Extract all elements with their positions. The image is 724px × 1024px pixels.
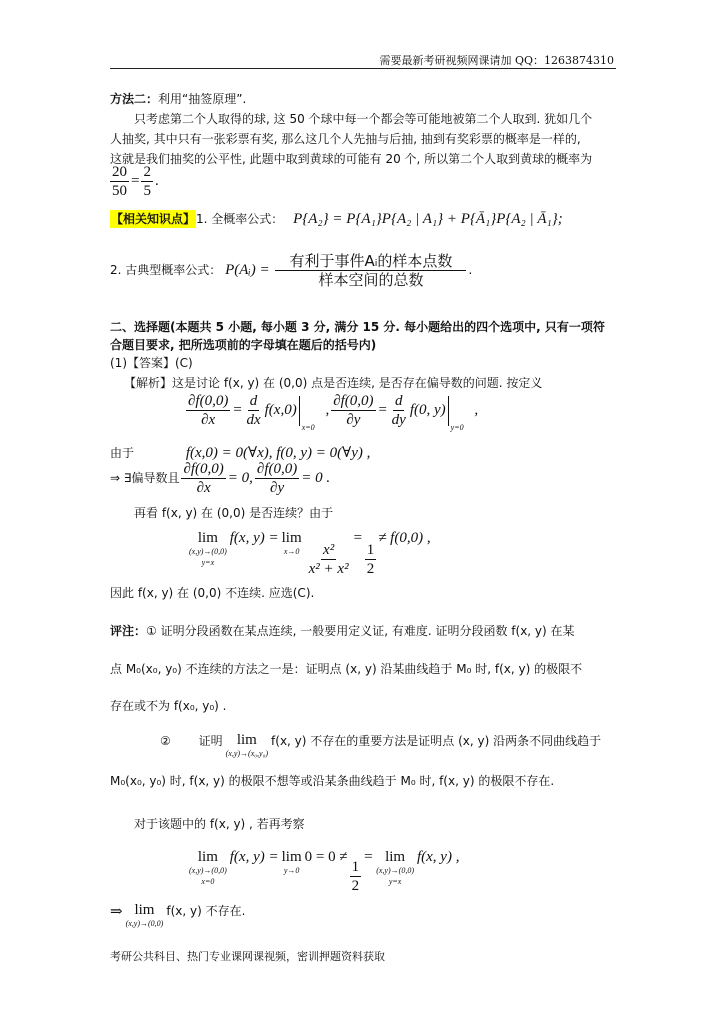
- lim-subscript: x=0: [201, 877, 215, 886]
- period: .: [468, 263, 473, 277]
- fraction-denominator: 2: [351, 878, 360, 894]
- method2-line-2: 人抽奖, 其中只有一张彩票有奖, 那么这几个人先抽与后抽, 抽到有奖彩票的概率是一样的,: [110, 132, 581, 146]
- remark-1-line-2: 点 M₀(x₀, y₀) 不连续的方法之一是：证明点 (x, y) 沿某曲线趋于 M₀ 时, f(x, y) 的极限不: [110, 662, 583, 676]
- q1-conclusion: 因此 f(x, y) 在 (0,0) 不连续. 应选(C).: [110, 586, 315, 600]
- page-footer-text: 考研公共科目、热门专业课网课视频，密训押题资料获取: [110, 950, 385, 963]
- lim-subscript: (x,y)→(0,0): [125, 919, 164, 928]
- lim-operator: lim: [197, 530, 218, 546]
- fraction-denominator: ∂y: [346, 412, 361, 428]
- fraction-numerator: ∂f(0,0): [188, 393, 229, 409]
- comma: ,: [474, 401, 479, 418]
- lim-operator: lim: [236, 732, 257, 748]
- eval-subscript: x=0: [301, 422, 315, 432]
- fraction-denominator: 50: [112, 183, 127, 199]
- eval-subscript: y=0: [450, 422, 464, 432]
- lim-subscript: y→0: [283, 866, 300, 875]
- function-expr: f(x, y) =: [229, 530, 279, 546]
- total-prob-label: 1. 全概率公式：: [196, 212, 284, 226]
- limit-along-y-eq-x: [186, 530, 431, 578]
- section2-line-1: 二、选择题(本题共 5 小题, 每小题 3 分, 满分 15 分. 每小题给出的四个选项中, 只有一项符: [110, 320, 605, 334]
- fraction-numerator: 2: [143, 164, 151, 180]
- knowledge-line-1: [110, 210, 563, 228]
- remark-label: 评注：: [110, 624, 147, 638]
- section2-line-2: 合题目要求, 把所选项前的字母填在题后的括号内): [110, 338, 377, 352]
- equals-zero: = 0,: [227, 469, 253, 486]
- function-expr: f(x,0): [264, 401, 297, 418]
- header-rule: [110, 68, 616, 69]
- since-formula: f(x,0) = 0(∀x), f(0, y) = 0(∀y) ,: [185, 445, 371, 461]
- fraction-numerator: ∂f(0,0): [333, 393, 374, 409]
- limit-comparison-formula: [186, 849, 459, 895]
- fraction-numerator: ∂f(0,0): [183, 461, 224, 477]
- method2-title-rest: 利用“抽签原理”.: [158, 92, 247, 106]
- knowledge-line-2: [110, 252, 472, 289]
- lim-subscript: x→0: [283, 547, 300, 556]
- fraction-numerator: 20: [112, 164, 127, 180]
- lim-operator: lim: [385, 849, 406, 865]
- q1-answer: (1)【答案】(C): [110, 356, 193, 370]
- final-conclusion: [110, 902, 245, 929]
- exists-line: [110, 460, 330, 497]
- method2-line-1: 只考虑第二个人取得的球, 这 50 个球中每一个都会等可能地被第二个人取到. 犹如几个: [134, 112, 593, 126]
- comma: ,: [325, 401, 330, 418]
- zero-expr: 0 = 0 ≠: [304, 849, 348, 865]
- page-header-text: 需要最新考研视频网课请加 QQ：1263874310: [379, 54, 614, 67]
- remark-2-line-2: M₀(x₀, y₀) 时, f(x, y) 的极限不想等或沿某条曲线趋于 M₀ 时, f(x, y) 的极限不存在.: [110, 774, 555, 788]
- lim-operator: lim: [281, 530, 302, 546]
- knowledge-tag: 【相关知识点】: [111, 212, 196, 226]
- exists-prefix: ⇒ ∃偏导数且: [110, 470, 180, 485]
- fraction-numerator: 1: [351, 859, 360, 875]
- since-label: 由于: [110, 446, 135, 460]
- fraction-denominator: dx: [246, 412, 261, 428]
- lim-subscript: (x,y)→(x₀,y₀): [225, 749, 269, 758]
- classical-prob-numerator: 有利于事件Aᵢ的样本点数: [275, 252, 466, 271]
- method2-title: 方法二：: [110, 92, 159, 106]
- fraction-numerator: 1: [366, 542, 375, 558]
- equals: =: [363, 849, 374, 865]
- continuity-question: 再看 f(x, y) 在 (0,0) 是否连续？由于: [134, 506, 334, 520]
- lim-operator: lim: [134, 902, 155, 918]
- lim-subscript: (x,y)→(0,0): [189, 547, 227, 556]
- remark-2-marker: ②: [160, 734, 171, 748]
- lim-subscript: y=x: [201, 558, 215, 567]
- lim-subscript: (x,y)→(0,0): [376, 866, 414, 875]
- classical-prob-label: 2. 古典型概率公式：: [110, 263, 222, 277]
- method2-heading: [110, 90, 246, 107]
- fraction-numerator: d: [394, 393, 403, 409]
- function-expr: f(0, y): [409, 401, 446, 418]
- implies-symbol: ⇒: [110, 904, 123, 920]
- equals: =: [377, 401, 388, 418]
- fraction-numerator: x²: [323, 542, 335, 558]
- remark-2-line-1: [160, 732, 601, 759]
- fraction-denominator: ∂y: [270, 480, 285, 496]
- fraction-denominator: dy: [391, 412, 406, 428]
- partial-definition-formula: [184, 392, 479, 432]
- fraction-denominator: 5: [143, 183, 151, 199]
- consider-line: 对于该题中的 f(x, y) , 若再考察: [134, 817, 305, 831]
- lim-operator: lim: [197, 849, 218, 865]
- remark-1-line-1: [110, 622, 575, 639]
- q1-analysis: 【解析】这是讨论 f(x, y) 在 (0,0) 点是否连续, 是否存在偏导数的问题. 按定义: [124, 376, 543, 390]
- function-expr: f(x, y) ,: [416, 849, 460, 865]
- classical-prob-denominator: 样本空间的总数: [318, 271, 424, 289]
- final-text: f(x, y) 不存在.: [166, 904, 246, 918]
- total-prob-formula: P{A₂} = P{A₁}P{A₂ | A₁} + P{Ā₁}P{A₂ | Ā₁};: [293, 211, 563, 227]
- fraction-denominator: 2: [366, 561, 375, 577]
- remark-1-line-3: 存在或不为 f(x₀, y₀) .: [110, 699, 227, 713]
- equals-zero: = 0 .: [301, 469, 331, 486]
- lim-subscript: (x,y)→(0,0): [189, 866, 227, 875]
- inequality-expr: ≠ f(0,0) ,: [378, 530, 431, 546]
- lim-subscript: y=x: [388, 877, 402, 886]
- method2-result-formula: [108, 163, 159, 200]
- fraction-denominator: x² + x²: [308, 561, 349, 577]
- method2-line-3: 这就是我们抽奖的公平性, 此题中取到黄球的可能有 20 个, 所以第二个人取到黄球的概率为: [110, 152, 593, 166]
- remark-1-text: ① 证明分段函数在某点连续, 一般要用定义证, 有难度. 证明分段函数 f(x, y) 在某: [146, 624, 575, 638]
- remark-2-prefix: 证明: [198, 734, 223, 748]
- classical-prob-lhs: P(Aᵢ) =: [225, 262, 270, 278]
- equals: =: [131, 172, 140, 189]
- fraction-numerator: d: [249, 393, 258, 409]
- remark-2-text: f(x, y) 不存在的重要方法是证明点 (x, y) 沿两条不同曲线趋于: [271, 734, 602, 748]
- equals: =: [232, 401, 243, 418]
- fraction-denominator: ∂x: [196, 480, 211, 496]
- period: .: [154, 172, 159, 189]
- fraction-numerator: ∂f(0,0): [256, 461, 298, 477]
- fraction-denominator: ∂x: [201, 412, 216, 428]
- function-expr: f(x, y) =: [229, 849, 279, 865]
- lim-operator: lim: [281, 849, 302, 865]
- equals: =: [352, 530, 363, 546]
